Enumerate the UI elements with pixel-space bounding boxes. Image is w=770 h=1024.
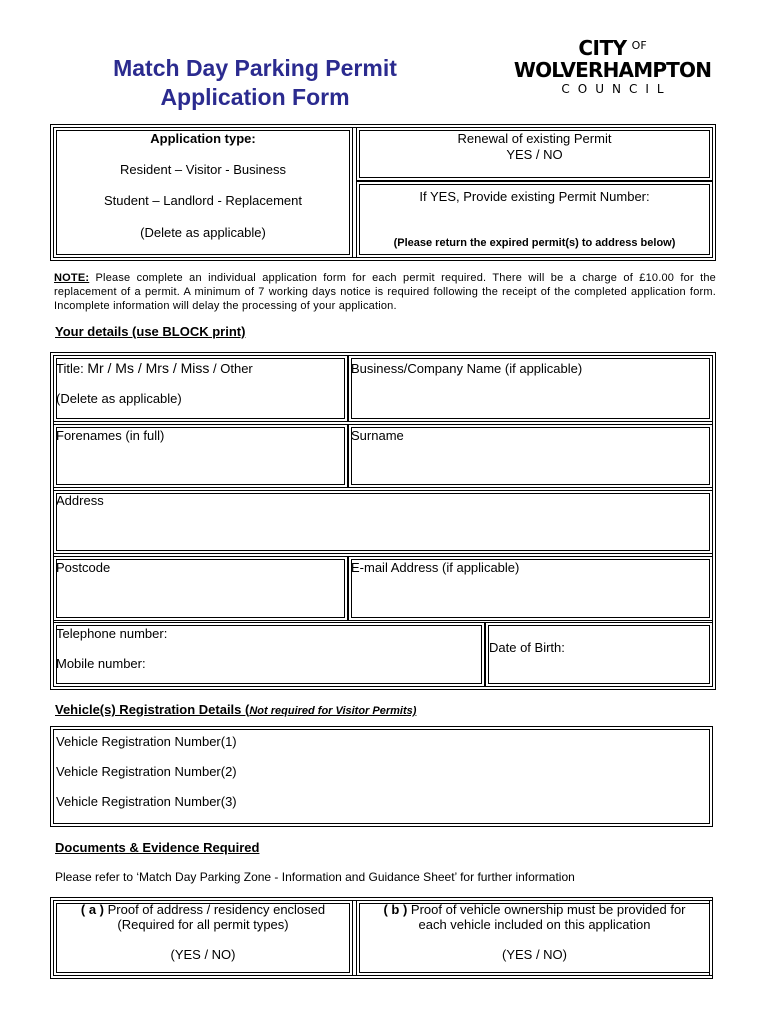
proof-of-address-yes-no: (YES / NO) bbox=[170, 947, 236, 962]
renewal-label: Renewal of existing Permit bbox=[457, 131, 612, 146]
title-line-2: Application Form bbox=[160, 84, 350, 110]
proof-of-ownership-marker: ( b ) bbox=[383, 902, 408, 917]
vehicles-heading-text: Vehicle(s) Registration Details ( bbox=[55, 702, 250, 717]
title-prefix: Title: bbox=[56, 361, 88, 376]
telephone-label: Telephone number: bbox=[56, 626, 168, 641]
vehicle-reg-2-label: Vehicle Registration Number(2) bbox=[56, 764, 237, 779]
mobile-label: Mobile number: bbox=[56, 656, 146, 671]
logo-city: CITY bbox=[578, 36, 627, 60]
title-other: / Other bbox=[209, 361, 253, 376]
address-label: Address bbox=[56, 493, 104, 508]
title-line-1: Match Day Parking Permit bbox=[113, 55, 397, 81]
proof-of-ownership-line-1 bbox=[356, 902, 713, 917]
application-type-heading: Application type: bbox=[150, 131, 256, 146]
vehicle-reg-1-label: Vehicle Registration Number(1) bbox=[56, 734, 237, 749]
return-note: (Please return the expired permit(s) to address below) bbox=[393, 237, 676, 249]
date-of-birth-label: Date of Birth: bbox=[489, 640, 565, 655]
proof-of-address-text: Proof of address / residency enclosed bbox=[104, 902, 326, 917]
proof-of-address-line-1 bbox=[53, 902, 353, 917]
application-type-delete-note: (Delete as applicable) bbox=[140, 225, 266, 240]
title-options: Mr / Ms / Mrs / Miss bbox=[87, 360, 210, 376]
vehicle-reg-3-label: Vehicle Registration Number(3) bbox=[56, 794, 237, 809]
address-field[interactable] bbox=[53, 490, 713, 554]
vehicles-heading-italic: Not required for Visitor Permits) bbox=[249, 705, 417, 717]
title-delete-note: (Delete as applicable) bbox=[56, 391, 182, 406]
your-details-heading: Your details (use BLOCK print) bbox=[55, 324, 246, 339]
forenames-label: Forenames (in full) bbox=[56, 428, 165, 443]
title-label bbox=[56, 360, 253, 376]
council-logo bbox=[510, 36, 715, 96]
business-name-label: Business/Company Name (if applicable) bbox=[351, 361, 583, 376]
renewal-yes-no: YES / NO bbox=[506, 147, 563, 162]
application-type-options-2: Student – Landlord - Replacement bbox=[103, 193, 302, 208]
note-text: Please complete an individual application form for each permit required. There will be a charge of £10.00 for the replacement of a permit. A minimum of 7 working days notice is required following the receipt of the completed application form. Incomplete information will delay the processing of your application. bbox=[54, 272, 716, 312]
postcode-label: Postcode bbox=[56, 560, 111, 575]
documents-heading: Documents & Evidence Required bbox=[55, 840, 260, 855]
permit-number-label: If YES, Provide existing Permit Number: bbox=[419, 189, 650, 204]
vehicles-heading bbox=[55, 702, 416, 717]
logo-council: COUNCIL bbox=[561, 82, 672, 96]
guidance-reference: Please refer to ‘Match Day Parking Zone - Information and Guidance Sheet’ for further information bbox=[55, 870, 575, 884]
surname-label: Surname bbox=[351, 428, 404, 443]
proof-of-ownership-yes-no: (YES / NO) bbox=[501, 947, 567, 962]
note-label: NOTE: bbox=[54, 272, 90, 284]
form-title bbox=[80, 54, 430, 112]
logo-wolverhampton: WOLVERHAMPTON bbox=[513, 58, 712, 82]
proof-of-address-marker: ( a ) bbox=[80, 902, 104, 917]
application-type-options-1: Resident – Visitor - Business bbox=[120, 162, 286, 177]
logo-of: OF bbox=[631, 39, 647, 52]
email-label: E-mail Address (if applicable) bbox=[351, 560, 520, 575]
proof-of-ownership-text: Proof of vehicle ownership must be provided for bbox=[407, 902, 686, 917]
proof-of-ownership-line-2: each vehicle included on this application bbox=[418, 917, 651, 932]
proof-of-address-line-2: (Required for all permit types) bbox=[117, 917, 289, 932]
note-paragraph bbox=[54, 271, 716, 313]
